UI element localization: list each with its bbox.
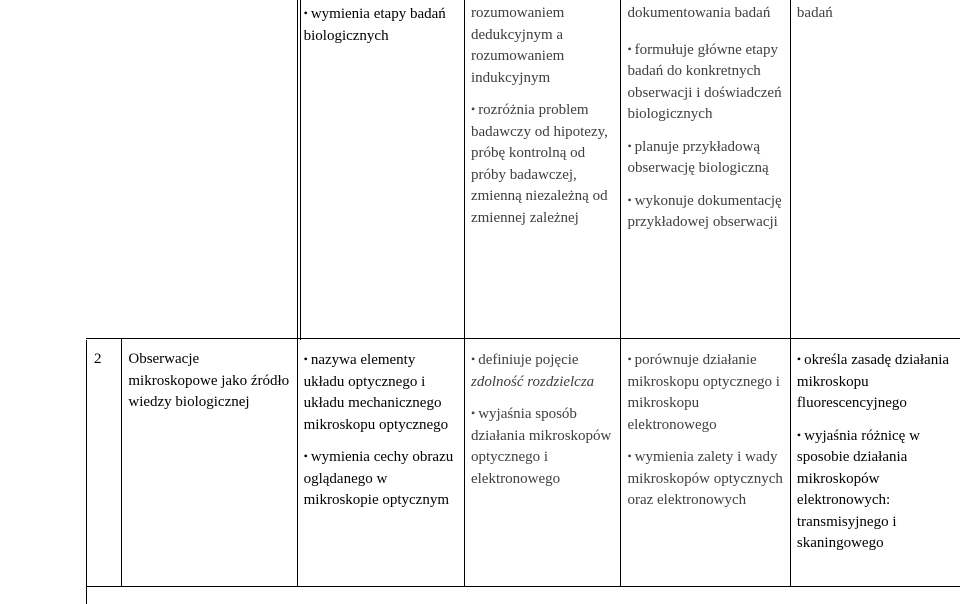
basic-cell — [464, 339, 620, 587]
bullet-icon: • — [796, 352, 802, 366]
bullet-icon: • — [303, 449, 308, 463]
top-left-border — [300, 0, 301, 340]
bullet-icon: • — [627, 449, 632, 463]
extended-cell — [464, 0, 620, 339]
excellent-cell — [790, 0, 960, 339]
basic-cell — [297, 0, 464, 339]
extended-cell — [621, 339, 790, 587]
list-item: • wyjaśnia różnicę w sposobie działania mikroskopów elektronowych: transmisyjnego i skaningowego — [796, 427, 920, 551]
list-item: • rozróżnia problem badawczy od hipotezy, próbę kontrolną od próby badawczej, zmienną niezależną od zmiennej zależnej — [470, 102, 608, 226]
bullet-icon: • — [303, 352, 308, 366]
topic-cell — [122, 339, 297, 587]
list-item: • wyjaśnia sposób działania mikroskopów optycznego i elektronowego — [470, 406, 612, 487]
list-item: • porównuje działanie mikroskopu optycznego i mikroskopu elektronowego — [627, 352, 780, 433]
bullet-icon: • — [627, 41, 632, 56]
bullet-icon: • — [796, 427, 802, 442]
table-row — [86, 339, 960, 587]
bullet-icon: • — [470, 102, 476, 116]
term-text: zdolność rozdzielcza — [470, 373, 595, 390]
bullet-icon: • — [627, 192, 632, 207]
list-item: • definiuje pojęcie zdolność rozdzielcza — [470, 352, 595, 390]
list-item: badań — [796, 5, 833, 21]
list-item: • określa zasadę działania mikroskopu fluorescencyjnego — [796, 352, 950, 411]
left-border — [86, 340, 87, 604]
necessary-cell — [297, 339, 464, 587]
advanced-cell — [790, 339, 960, 587]
bullet-icon: • — [470, 406, 476, 420]
list-item: • formułuje główne etapy badań do konkretnych obserwacji i doświadczeń biologicznych — [627, 41, 782, 122]
number-cell — [86, 339, 122, 587]
topic-label: Obserwacje mikroskopowe jako źródło wiedzy biologicznej — [128, 351, 290, 410]
bullet-icon: • — [303, 6, 308, 20]
bullet-icon: • — [627, 138, 632, 153]
list-item: • wykonuje dokumentację przykładowej obserwacji — [627, 192, 782, 230]
bullet-icon: • — [470, 352, 476, 366]
list-item: • wymienia zalety i wady mikroskopów optycznych oraz elektronowych — [627, 449, 783, 508]
list-item: • wymienia cechy obrazu oglądanego w mikroskopie optycznym — [303, 449, 454, 508]
list-item: • planuje przykładową obserwację biologiczną — [627, 138, 769, 176]
list-item: rozumowaniem dedukcyjnym a rozumowaniem indukcyjnym — [470, 5, 565, 86]
bullet-icon: • — [627, 352, 632, 366]
list-item: • nazywa elementy układu optycznego i układu mechanicznego mikroskopu optycznego — [303, 352, 449, 433]
row-number: 2 — [94, 351, 102, 367]
table-row — [86, 0, 960, 339]
topic-cell — [86, 0, 297, 339]
list-item: • wymienia etapy badań biologicznych — [303, 6, 446, 44]
advanced-cell — [621, 0, 790, 339]
list-item: dokumentowania badań — [627, 5, 771, 21]
curriculum-table — [86, 0, 960, 587]
